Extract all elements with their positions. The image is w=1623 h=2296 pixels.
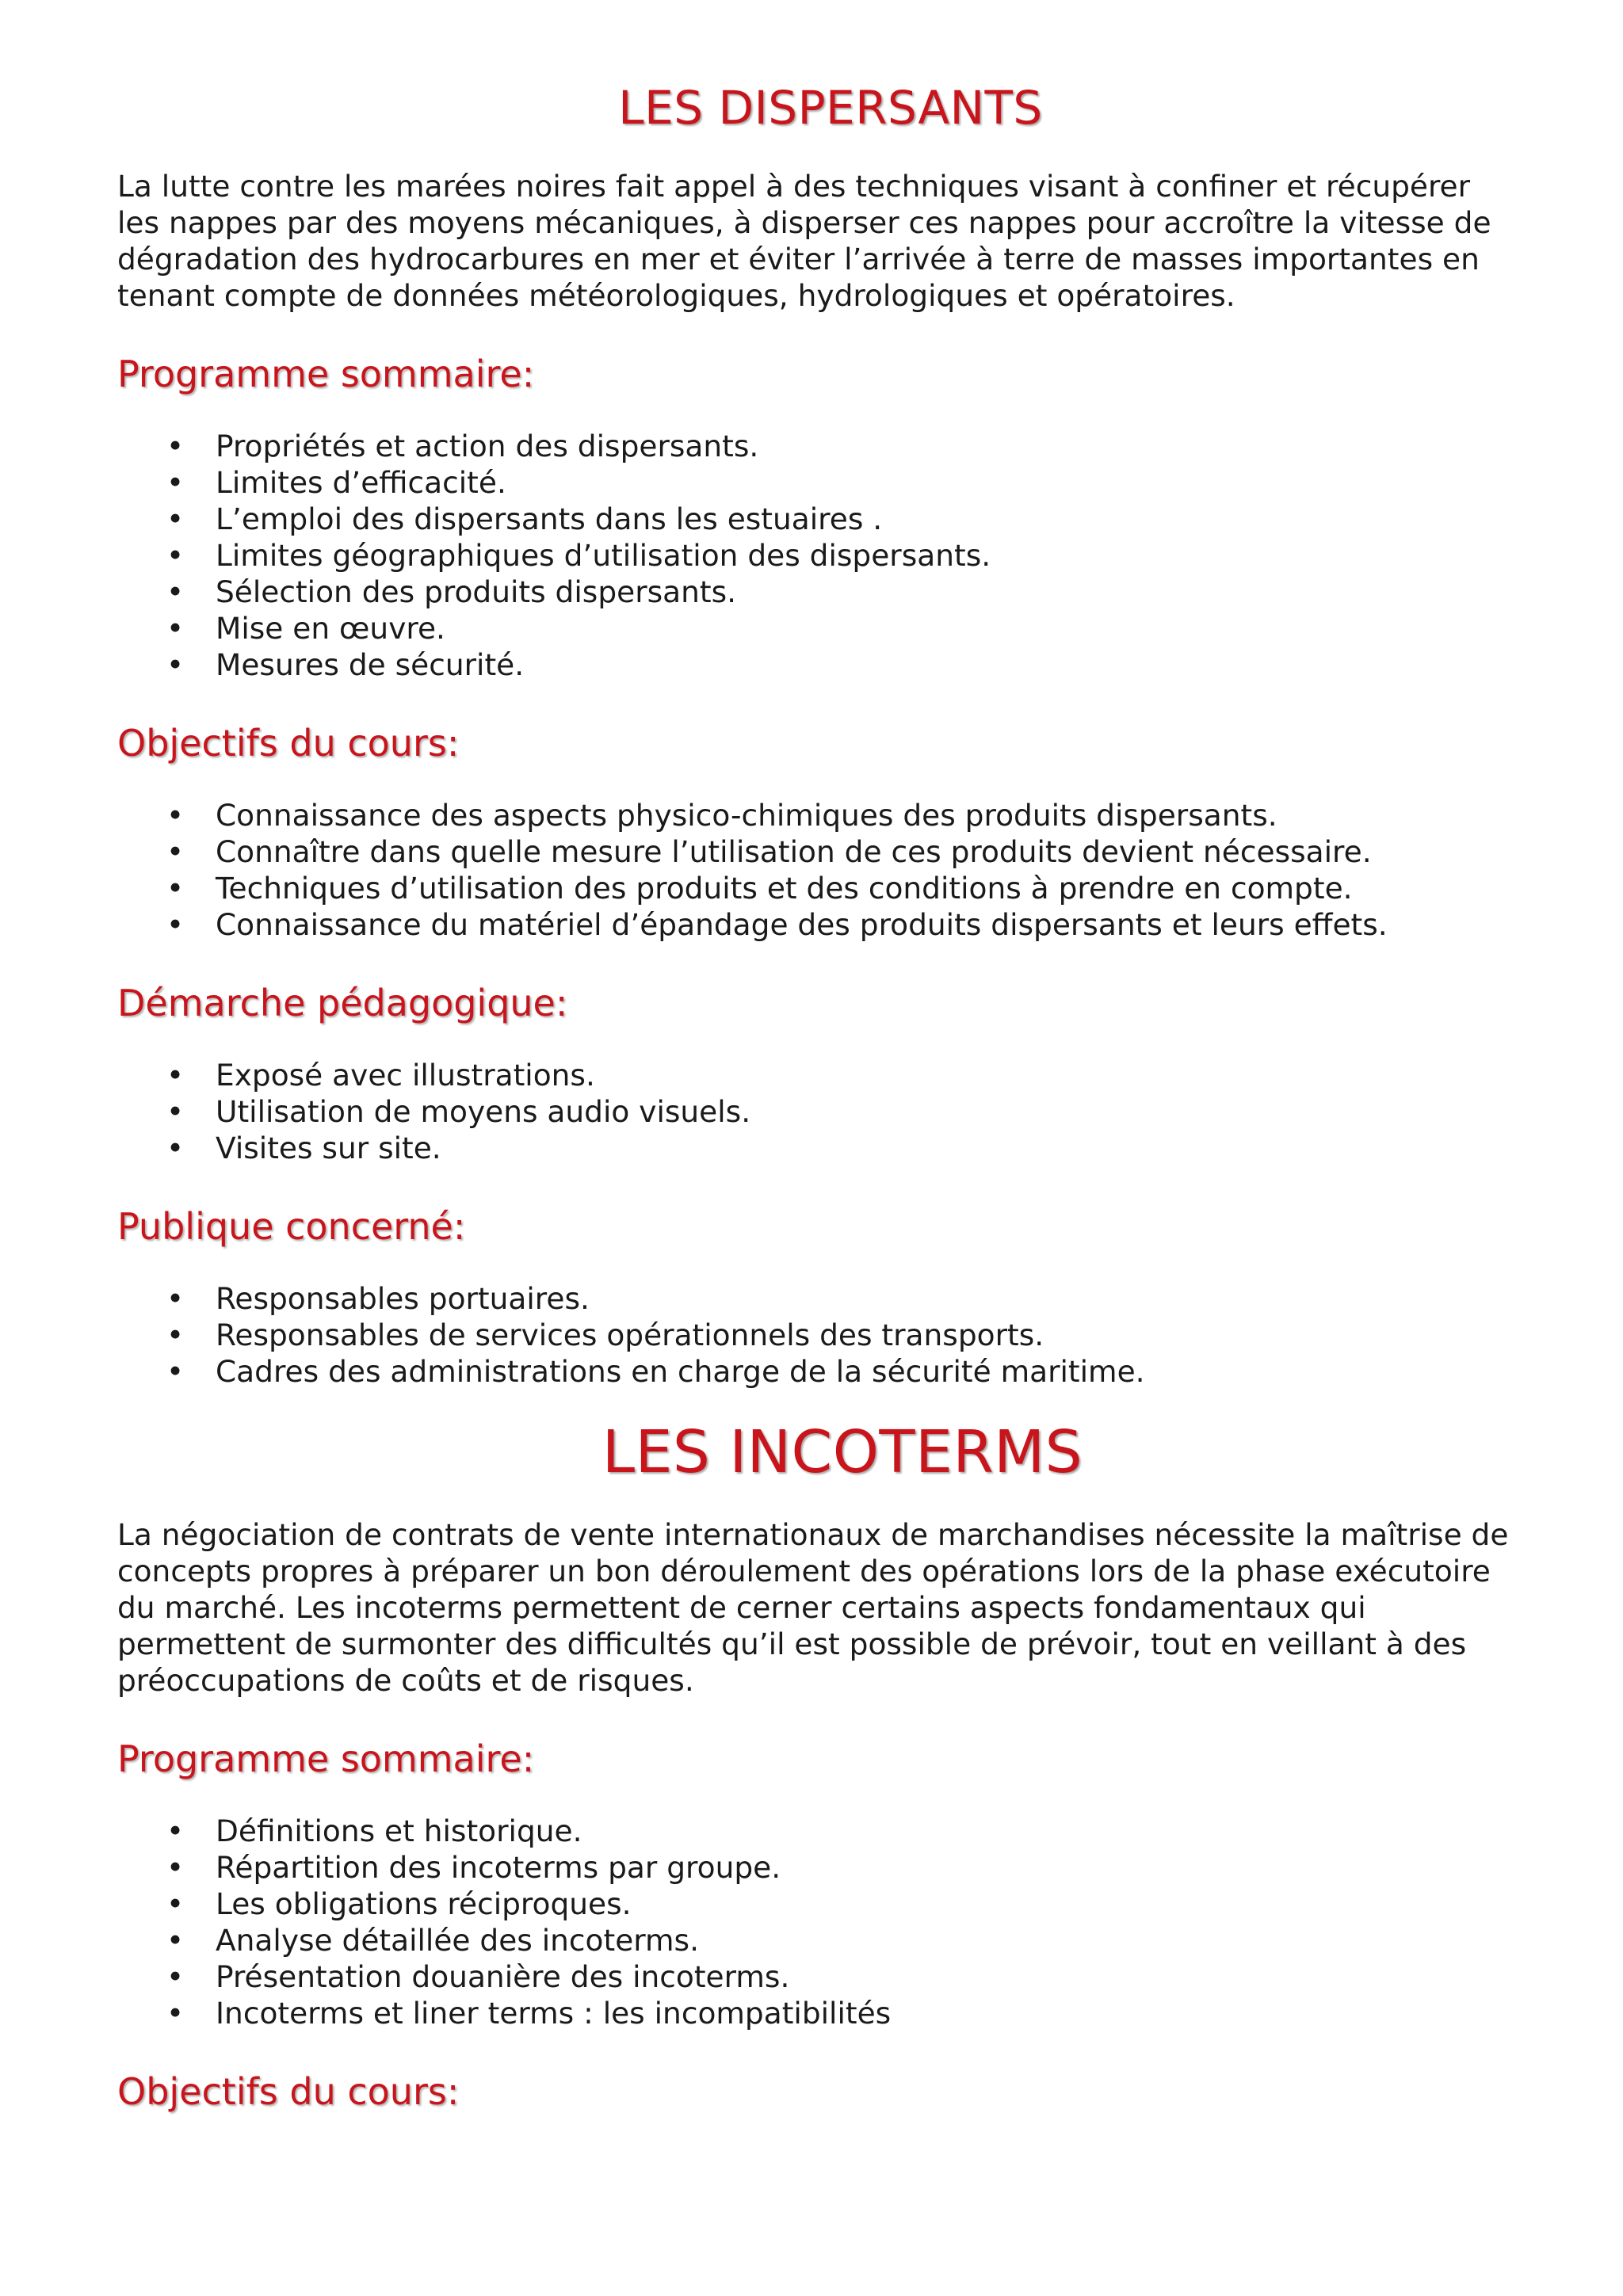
heading-objectifs-du-cours-incoterms: Objectifs du cours: (117, 2070, 460, 2113)
bullet-icon: • (166, 798, 185, 833)
bullet-icon: • (166, 834, 185, 869)
bullet-icon: • (166, 611, 185, 646)
list-item: • Connaissance des aspects physico-chimiques des produits dispersants. (166, 798, 1277, 833)
heading-demarche-pedagogique: Démarche pédagogique: (117, 982, 568, 1024)
section-title-incoterms: LES INCOTERMS (601, 1418, 1083, 1486)
list-item: • Connaissance du matériel d’épandage des produits dispersants et leurs effets. (166, 907, 1388, 942)
bullet-icon: • (166, 538, 185, 573)
bullet-icon: • (166, 647, 185, 682)
heading-publique-concerne: Publique concerné: (117, 1205, 466, 1248)
publique-list (117, 1280, 1512, 1390)
list-item: • Limites d’efficacité. (166, 465, 506, 500)
bullet-icon: • (166, 907, 185, 942)
list-item: • L’emploi des dispersants dans les estuaires . (166, 502, 883, 536)
list-item: • Responsables de services opérationnels des transports. (166, 1318, 1044, 1352)
list-item: • Mesures de sécurité. (166, 647, 525, 682)
list-item: • Incoterms et liner terms : les incompatibilités (166, 1996, 892, 2031)
bullet-icon: • (166, 1354, 185, 1389)
list-item: • Cadres des administrations en charge de la sécurité maritime. (166, 1354, 1145, 1389)
demarche-list (117, 1057, 1512, 1166)
programme-list-incoterms (117, 1813, 1512, 2031)
bullet-icon: • (166, 429, 185, 463)
list-item: • Mise en œuvre. (166, 611, 445, 646)
list-item: • Analyse détaillée des incoterms. (166, 1923, 700, 1958)
heading-programme-sommaire-incoterms: Programme sommaire: (117, 1737, 535, 1780)
list-item: • Utilisation de moyens audio visuels. (166, 1094, 751, 1129)
bullet-icon: • (166, 502, 185, 536)
section-title-dispersants: LES DISPERSANTS (618, 81, 1043, 135)
list-item: • Limites géographiques d’utilisation des dispersants. (166, 538, 991, 573)
bullet-icon: • (166, 1058, 185, 1093)
bullet-icon: • (166, 871, 185, 906)
list-item: • Visites sur site. (166, 1131, 441, 1165)
programme-list (117, 428, 1512, 683)
list-item: • Sélection des produits dispersants. (166, 574, 737, 609)
bullet-icon: • (166, 1281, 185, 1316)
intro-paragraph-incoterms: La négociation de contrats de vente internationaux de marchandises nécessite la maîtrise de concepts propres à préparer un bon déroulement des opérations lors de la phase exécutoire du marché. Les incoterms permettent de cerner certains aspects fondamentaux qui permettent de surmonter des difficultés qu’il est possible de prévoir, tout en veillant à des préoccupations de coûts et de risques. (117, 1517, 1509, 1698)
document-page (117, 79, 1512, 2145)
bullet-icon: • (166, 574, 185, 609)
list-item: • Propriétés et action des dispersants. (166, 429, 759, 463)
list-item: • Connaître dans quelle mesure l’utilisation de ces produits devient nécessaire. (166, 834, 1372, 869)
bullet-icon: • (166, 1094, 185, 1129)
bullet-icon: • (166, 1814, 185, 1848)
list-item: • Définitions et historique. (166, 1814, 582, 1848)
list-item: • Responsables portuaires. (166, 1281, 590, 1316)
objectifs-list (117, 797, 1512, 943)
intro-paragraph-dispersants: La lutte contre les marées noires fait appel à des techniques visant à confiner et récupérer les nappes par des moyens mécaniques, à disperser ces nappes pour accroître la vitesse de dégradation des hydrocarbures en mer et éviter l’arrivée à terre de masses importantes en tenant compte de données météorologiques, hydrologiques et opératoires. (117, 169, 1491, 313)
bullet-icon: • (166, 1923, 185, 1958)
list-item: • Exposé avec illustrations. (166, 1058, 595, 1093)
heading-programme-sommaire: Programme sommaire: (117, 353, 535, 395)
bullet-icon: • (166, 1996, 185, 2031)
bullet-icon: • (166, 1886, 185, 1921)
list-item: • Répartition des incoterms par groupe. (166, 1850, 781, 1885)
list-item: • Les obligations réciproques. (166, 1886, 632, 1921)
list-item: • Présentation douanière des incoterms. (166, 1959, 790, 1994)
bullet-icon: • (166, 1131, 185, 1165)
list-item: • Techniques d’utilisation des produits et des conditions à prendre en compte. (166, 871, 1353, 906)
bullet-icon: • (166, 465, 185, 500)
bullet-icon: • (166, 1959, 185, 1994)
bullet-icon: • (166, 1318, 185, 1352)
heading-objectifs-du-cours: Objectifs du cours: (117, 722, 460, 765)
bullet-icon: • (166, 1850, 185, 1885)
